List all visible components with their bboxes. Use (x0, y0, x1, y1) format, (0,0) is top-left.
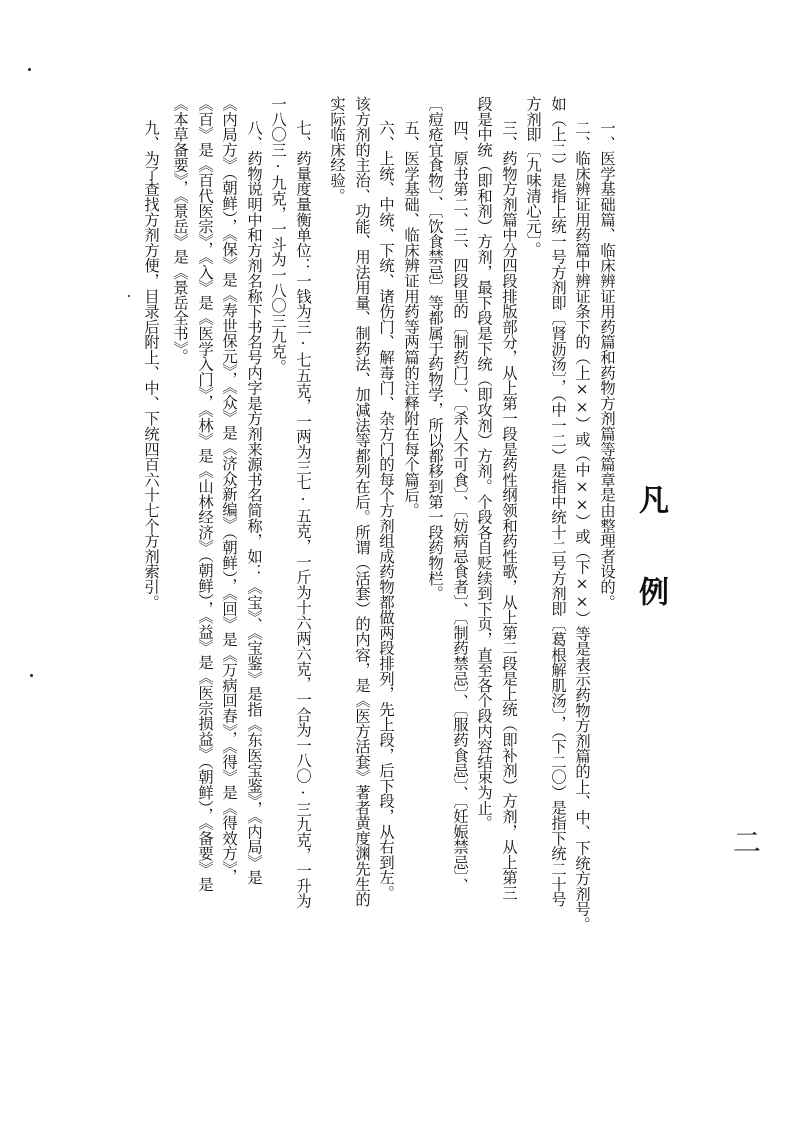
text-column-15: 八、药物说明中和方剂名称下书名号内字是方剂来源书名简称，如：《宝》、《宝鉴》是指《东医宝鉴》，《内局》是 (245, 120, 263, 885)
text-column-13: 七、药量度量衡单位：一钱为三·七五克，一两为三七·五克，一斤为十六两六克，一合为一八〇·三九克，一升为 (294, 120, 312, 909)
text-column-11: 该方剂的主治、功能、用法用量、制药法、加减法等都列在后。所谓（活套）的内容，是《医方活套》著者黄度渊先生的 (353, 96, 371, 907)
page-number: 二 (733, 826, 762, 859)
scan-speck (28, 68, 31, 71)
text-column-7: 四、原书第二、三、四段里的〔制药门〕、〔杀人不可食〕、〔妨病忌食者〕、〔制药禁忌〕、〔服药食忌〕、〔妊娠禁忌〕、 (451, 120, 469, 893)
text-column-12: 实际临床经验。 (328, 96, 346, 204)
text-column-1: 一、医学基础篇、临床辨证用药篇和药物方剂篇等篇章是由整理者设的。 (598, 120, 616, 610)
text-column-10: 六、上统、中统、下统、诸伤门、解毒门、杂方门的每个方剂组成药物都做两段排列，先上段，后下段，从右到左。 (377, 120, 395, 901)
text-column-17: 《百》是《百代医宗》，《入》是《医学入门》，《林》是《山林经济》（朝鲜），《益》是《医宗损益》（朝鲜），《备要》是 (196, 96, 214, 892)
text-column-5: 三、药物方剂篇中分四段排版部分，从上第一段是药性纲领和药性歌，从上第二段是上统（即补剂）方剂，从上第三 (500, 120, 518, 901)
text-column-19: 九、为了查找方剂方便，目录后附上、中、下统四百六十七个方剂索引。 (142, 120, 160, 610)
text-column-4: 方剂即〔九味清心元〕。 (524, 96, 542, 257)
text-column-16: 《内局方》（朝鲜），《保》是《寿世保元》，《众》是《济众新编》（朝鲜），《回》是《万病回春》，《得》是《得效方》， (220, 96, 238, 884)
text-column-2: 二、临床辨证用药篇中辨证条下的（上××）或（中××）或（下××）等是表示药物方剂篇的上、中、下统方剂号。 (573, 120, 591, 932)
scan-speck (128, 295, 130, 297)
text-column-14: 一八〇三·九克，一斗为一八〇三九克。 (269, 96, 287, 375)
page-title: 凡例 (633, 484, 668, 668)
text-column-6: 段是中统（即和剂）方剂，最下段是下统（即攻剂）方剂。个段各自贬续到下页，直至各个段内容结束为止。 (475, 96, 493, 831)
scan-speck (30, 674, 33, 677)
text-column-18: 《本草备要》，《景岳》是《景岳全书》。 (171, 96, 189, 364)
text-column-9: 五、医学基础、临床辨证用药等两篇的注释附在每个篇后。 (402, 120, 420, 518)
text-column-8: 〔痘疮宜食物〕、〔饮食禁忌〕等都属于药物学，所以都移到第一段药物栏。 (426, 96, 444, 601)
text-column-3: 如（上二）是指上统一号方剂即〔肾沥汤〕，（中一二）是指中统十二号方剂即〔葛根解肌汤〕，（下二〇）是指下统二十号 (549, 96, 567, 907)
